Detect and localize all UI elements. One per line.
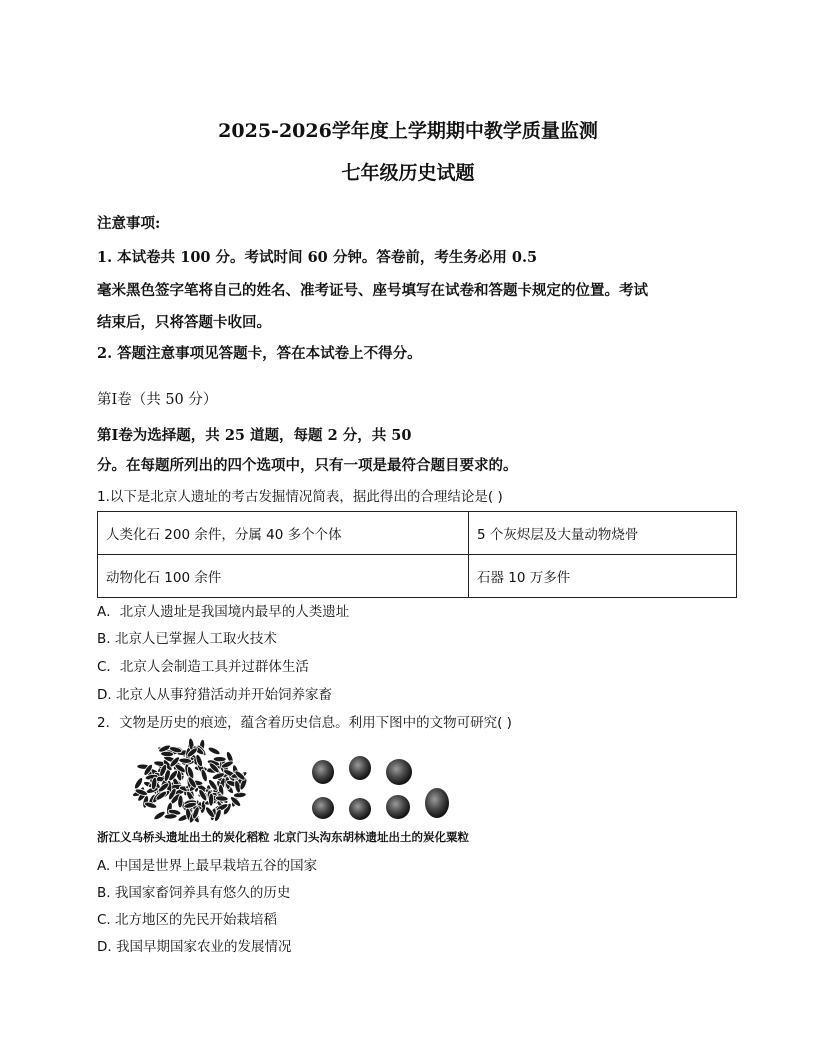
section1-desc-line1: 第Ⅰ卷为选择题，共 25 道题，每题 2 分，共 50 [97, 427, 412, 444]
q2-stem: 2．文物是历史的痕迹，蕴含着历史信息。利用下图中的文物可研究( ) [97, 715, 512, 731]
q1-stem: 1.以下是北京人遗址的考古发掘情况简表，据此得出的合理结论是( ) [97, 489, 503, 505]
table-cell: 石器 10 万多件 [469, 555, 737, 598]
section1-title: 第Ⅰ卷（共 50 分） [97, 392, 218, 408]
notice-heading: 注意事项: [97, 215, 161, 232]
table-cell: 5 个灰烬层及大量动物烧骨 [469, 512, 737, 555]
carbonized-millet-image [305, 755, 465, 827]
q1-option-d: D. 北京人从事狩猎活动并开始饲养家畜 [97, 687, 332, 703]
carbonized-rice-image [130, 737, 250, 829]
notice-line-4: 2. 答题注意事项见答题卡，答在本试卷上不得分。 [97, 345, 422, 362]
table-cell: 动物化石 100 余件 [98, 555, 469, 598]
q1-option-c: C．北京人会制造工具并过群体生活 [97, 659, 309, 675]
q2-option-b: B. 我国家畜饲养具有悠久的历史 [97, 885, 291, 901]
notice-line-1: 1. 本试卷共 100 分。考试时间 60 分钟。答卷前，考生务必用 0.5 [97, 249, 538, 266]
table-row [98, 555, 737, 598]
section1-desc-line2: 分。在每题所列出的四个选项中，只有一项是最符合题目要求的。 [97, 457, 518, 474]
q2-option-c: C. 北方地区的先民开始栽培稻 [97, 912, 278, 928]
q1-table [97, 511, 737, 598]
table-row [98, 512, 737, 555]
table-cell: 人类化石 200 余件，分属 40 多个个体 [98, 512, 469, 555]
q1-option-b: B. 北京人已掌握人工取火技术 [97, 631, 277, 647]
q2-image-caption: 浙江义乌桥头遗址出土的炭化稻粒 北京门头沟东胡林遗址出土的炭化粟粒 [97, 830, 469, 844]
q2-option-d: D. 我国早期国家农业的发展情况 [97, 939, 292, 955]
q1-option-a: A．北京人遗址是我国境内最早的人类遗址 [97, 604, 350, 620]
notice-line-2: 毫米黑色签字笔将自己的姓名、准考证号、座号填写在试卷和答题卡规定的位置。考试 [97, 282, 648, 299]
q2-option-a: A. 中国是世界上最早栽培五谷的国家 [97, 858, 318, 874]
exam-title-line2: 七年级历史试题 [341, 162, 475, 184]
notice-line-3: 结束后，只将答题卡收回。 [97, 314, 271, 331]
exam-title-line1: 2025-2026学年度上学期期中教学质量监测 [218, 120, 598, 142]
